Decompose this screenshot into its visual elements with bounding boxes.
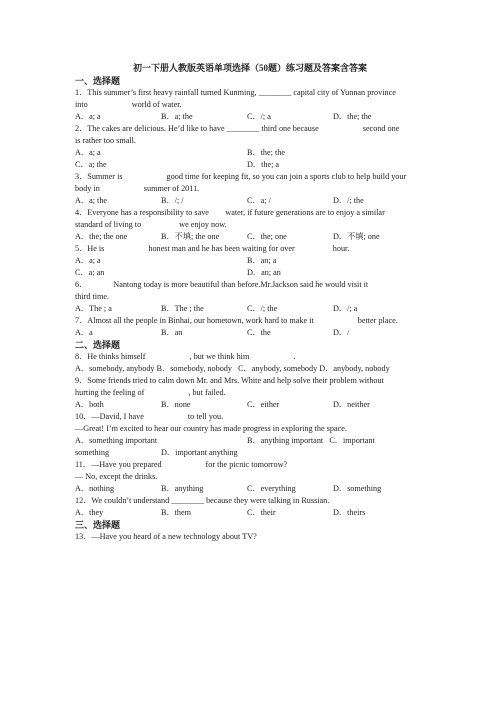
question-6-options <box>75 303 425 315</box>
option-b[interactable]: B．an <box>161 328 183 337</box>
question-9 <box>75 375 425 411</box>
question-11-text-b: for the picnic tomorrow? <box>205 460 288 469</box>
question-12 <box>75 495 425 519</box>
question-6-line-2: third time. <box>75 292 110 301</box>
option-a[interactable]: A．a; a <box>75 256 101 265</box>
option-c[interactable]: C．the <box>247 328 271 337</box>
question-8-line-1 <box>75 351 425 363</box>
question-2-line-2: is rather too small. <box>75 136 136 145</box>
question-11-options <box>75 483 425 495</box>
question-2 <box>75 123 425 171</box>
question-4 <box>75 207 425 243</box>
question-7-line-1 <box>75 315 425 327</box>
question-1-options <box>75 111 425 123</box>
question-11-line-2: — No, except the drinks. <box>75 472 158 481</box>
question-6-line-1 <box>75 279 425 291</box>
option-c[interactable]: C．a; the <box>75 160 107 169</box>
question-5-text-a: 5．He is <box>75 244 105 253</box>
question-7 <box>75 315 425 339</box>
option-d[interactable]: D．/ <box>333 328 350 337</box>
question-3-text-d: summer of 2011. <box>143 184 200 193</box>
option-d[interactable]: D．an; an <box>247 268 281 277</box>
question-3-options <box>75 195 425 207</box>
option-c[interactable]: C．everything <box>247 484 296 493</box>
option-b[interactable]: B．The ; the <box>161 304 204 313</box>
question-13 <box>75 531 425 543</box>
question-6-text-a: 6． <box>75 280 88 289</box>
question-6-text-b: Nantong today is more beautiful than before.Mr.Jackson said he would visit it <box>113 280 369 289</box>
section-heading-2: 二、选择题 <box>75 340 121 350</box>
option-c[interactable]: C．/; the <box>247 304 278 313</box>
question-1-text-b: world of water. <box>131 100 182 109</box>
question-5-options <box>75 255 425 279</box>
option-a[interactable]: A．something important <box>75 436 158 445</box>
option-b[interactable]: B．the; the <box>247 148 285 157</box>
question-4-text-a: standard of living to <box>75 220 142 229</box>
option-a[interactable]: A．a <box>75 328 93 337</box>
option-c[interactable]: C．a; / <box>247 196 271 205</box>
option-b[interactable]: B．不填; the one <box>161 232 220 241</box>
question-9-line-2 <box>75 387 425 399</box>
question-10-line-1 <box>75 411 425 423</box>
question-5-text-c: hour. <box>332 244 350 253</box>
option-a[interactable]: A．the; the one <box>75 232 128 241</box>
question-3-line-2 <box>75 183 425 195</box>
question-12-options <box>75 507 425 519</box>
question-7-text-b: better place. <box>357 316 398 325</box>
option-b[interactable]: B．a; the <box>161 112 193 121</box>
question-9-text-a: hurting the feeling of <box>75 388 145 397</box>
question-11-text-a: 11．—Have you prepared <box>75 460 162 469</box>
option-c[interactable]: C．either <box>247 400 280 409</box>
option-b[interactable]: B．an; a <box>247 256 277 265</box>
question-3-line-1 <box>75 171 425 183</box>
option-a[interactable]: A．both <box>75 400 104 409</box>
option-a[interactable]: A．a; a <box>75 148 101 157</box>
question-8-text-a: 8．He thinks himself <box>75 352 146 361</box>
question-8-text-c: . <box>293 352 296 361</box>
option-a[interactable]: A．they <box>75 508 104 517</box>
question-2-options <box>75 147 425 171</box>
question-4-line-2 <box>75 219 425 231</box>
question-10 <box>75 411 425 459</box>
question-2-line-1 <box>75 123 425 135</box>
question-9-line-1: 9．Some friends tried to calm down Mr. and Mrs. White and help solve their problem without <box>75 376 384 385</box>
option-a[interactable]: A．a; a <box>75 112 101 121</box>
option-b-c[interactable]: B．anything important C．important <box>247 436 375 445</box>
option-a[interactable]: A．a; the <box>75 196 108 205</box>
question-9-options <box>75 399 425 411</box>
question-1-text-a: into <box>75 100 88 109</box>
question-6 <box>75 279 425 315</box>
option-d[interactable]: D．important anything <box>161 448 238 457</box>
question-3-text-a: 3．Summer is <box>75 172 123 181</box>
question-2-text-b: second one <box>362 124 400 133</box>
question-11 <box>75 459 425 495</box>
question-4-line-1: 4．Everyone has a responsibility to save water, if future generations are to enjoy a similar <box>75 208 385 217</box>
question-4-options <box>75 231 425 243</box>
question-10-options <box>75 435 425 459</box>
question-1 <box>75 87 425 123</box>
option-b[interactable]: B．anything <box>161 484 204 493</box>
question-5-line-1 <box>75 243 425 255</box>
option-d[interactable]: D．/; a <box>333 304 358 313</box>
question-7-options <box>75 327 425 339</box>
question-5-text-b: honest man and he has been waiting for over <box>148 244 295 253</box>
option-d[interactable]: D．neither <box>333 400 370 409</box>
question-3-text-b: good time for keeping fit, so you can join a sports club to help build your <box>166 172 407 181</box>
question-9-text-b: , but failed. <box>188 388 226 397</box>
document-page <box>75 62 425 543</box>
question-1-line-2 <box>75 99 425 111</box>
question-8 <box>75 351 425 375</box>
page-title: 初一下册人教版英语单项选择（50题）练习题及答案含答案 <box>132 63 367 73</box>
question-5 <box>75 243 425 279</box>
question-3 <box>75 171 425 207</box>
option-c[interactable]: C．/; a <box>247 112 271 121</box>
question-1-line-1: 1．This summer’s first heavy rainfall turned Kunming, ________ capital city of Yunnan province <box>75 88 396 97</box>
option-d[interactable]: D．something <box>333 484 382 493</box>
option-c[interactable]: C．the; one <box>247 232 287 241</box>
question-8-options[interactable]: A．somebody, anybody B．somebody, nobody C．anybody, somebody D．anybody, nobody <box>75 364 390 373</box>
option-c[interactable]: C．their <box>247 508 276 517</box>
question-4-text-b: we enjoy now. <box>179 220 227 229</box>
option-d[interactable]: D．/; the <box>333 196 364 205</box>
section-heading-1: 一、选择题 <box>75 76 121 86</box>
question-3-text-c: body in <box>75 184 100 193</box>
question-10-text-a: 10．—David, I have <box>75 412 144 421</box>
question-8-text-b: , but we think him <box>189 352 250 361</box>
option-b[interactable]: B．none <box>161 400 191 409</box>
option-d[interactable]: D．the; a <box>247 160 280 169</box>
option-d[interactable]: D．不填; one <box>333 232 380 241</box>
option-c-continued[interactable]: something <box>75 448 110 457</box>
option-c[interactable]: C．a; an <box>75 268 105 277</box>
question-12-line-1: 12．We couldn’t understand ________ because they were talking in Russian. <box>75 496 330 505</box>
question-10-text-b: to tell you. <box>187 412 224 421</box>
option-b[interactable]: B．them <box>161 508 192 517</box>
option-a[interactable]: A．The ; a <box>75 304 112 313</box>
question-2-text-a: 2．The cakes are delicious. He’d like to have ________ third one because <box>75 124 319 133</box>
question-13-line-1: 13．—Have you heard of a new technology about TV? <box>75 532 257 541</box>
option-b[interactable]: B．/; / <box>161 196 184 205</box>
question-7-text-a: 7．Almost all the people in Binhai, our hometown, work hard to make it <box>75 316 314 325</box>
option-d[interactable]: D．theirs <box>333 508 366 517</box>
option-d[interactable]: D．the; the <box>333 112 372 121</box>
section-heading-3: 三、选择题 <box>75 520 121 530</box>
question-10-line-2: —Great! I’m excited to hear our country has made progress in exploring the space. <box>75 424 347 433</box>
option-a[interactable]: A．nothing <box>75 484 115 493</box>
question-11-line-1 <box>75 459 425 471</box>
